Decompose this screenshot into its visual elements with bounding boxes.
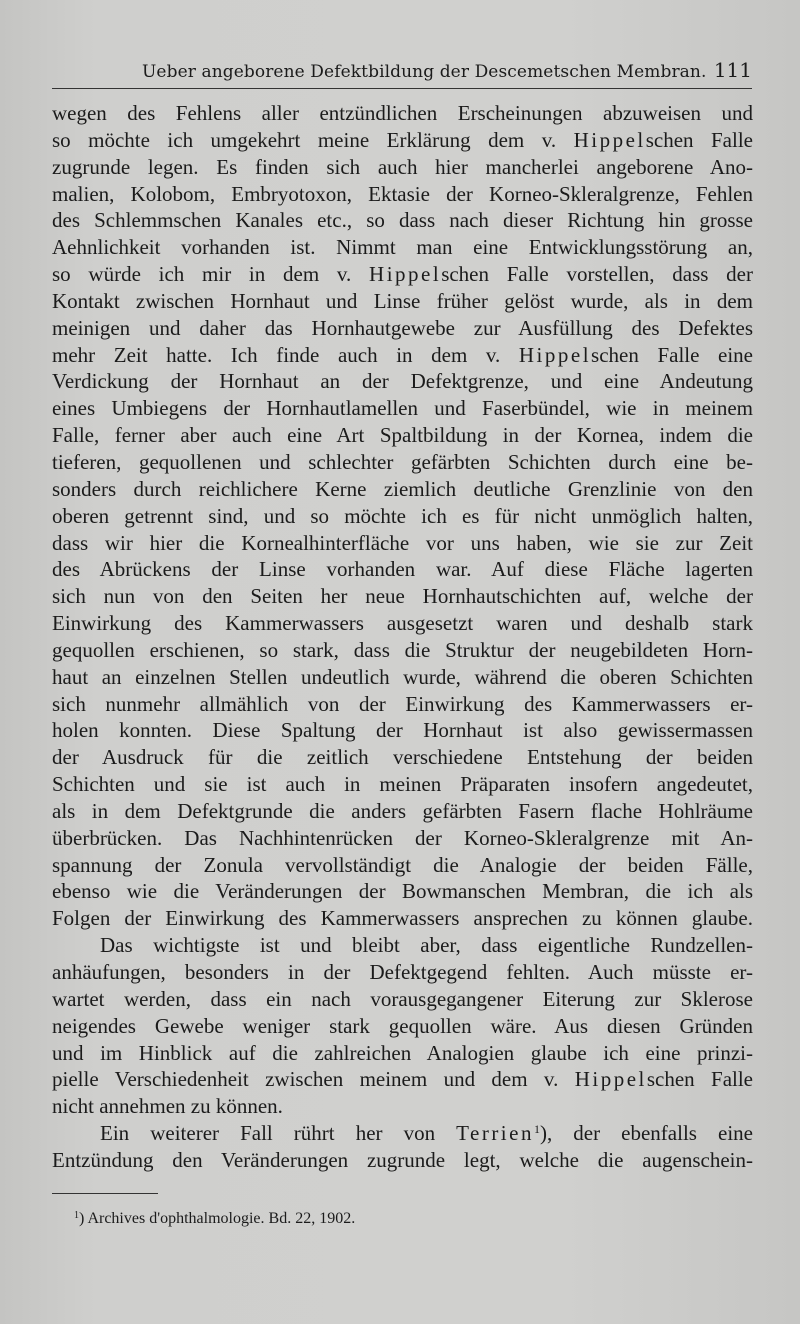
text-line: oberen getrennt sind, und so möchte ich es für nicht unmöglich halten, xyxy=(52,503,753,528)
text-line: und im Hinblick auf die zahlreichen Analogien glaube ich eine prinzi- xyxy=(52,1040,753,1065)
text-line: neigendes Gewebe weniger stark gequollen wäre. Aus diesen Gründen xyxy=(52,1013,753,1038)
running-title: Ueber angeborene Defektbildung der Descemetschen Membran. xyxy=(142,62,707,82)
text-line: mehr Zeit hatte. Ich finde auch in dem v. Hippelschen Falle eine xyxy=(52,342,754,367)
text-line: pielle Verschiedenheit zwischen meinem und dem v. Hippelschen Falle xyxy=(52,1067,754,1092)
text-line: zugrunde legen. Es finden sich auch hier mancherlei angeborene Ano- xyxy=(52,154,753,179)
spaced-name: Hippel xyxy=(369,262,442,287)
footnote-ref: 1 xyxy=(533,1122,540,1137)
text-line: der Ausdruck für die zeitlich verschiedene Entstehung der beiden xyxy=(52,745,753,770)
text-line: des Abrückens der Linse vorhanden war. Auf diese Fläche lagerten xyxy=(52,557,753,582)
body-text xyxy=(52,100,753,1174)
text-line: überbrücken. Das Nachhintenrücken der Korneo-Skleralgrenze mit An- xyxy=(52,825,753,850)
text-line: Aehnlichkeit vorhanden ist. Nimmt man eine Entwicklungsstörung an, xyxy=(52,235,753,260)
text-line: tieferen, gequollenen und schlechter gefärbten Schichten durch eine be- xyxy=(52,449,753,474)
footnote-marker: 1 xyxy=(74,1210,79,1221)
text-line: so möchte ich umgekehrt meine Erklärung dem v. Hippelschen Falle xyxy=(52,127,753,152)
text-line: eines Umbiegens der Hornhautlamellen und Faserbündel, wie in meinem xyxy=(52,396,753,421)
text-line: wegen des Fehlens aller entzündlichen Erscheinungen abzuweisen und xyxy=(52,101,753,125)
text-line: holen konnten. Diese Spaltung der Hornhaut ist also gewissermassen xyxy=(52,718,753,743)
text-line: Falle, ferner aber auch eine Art Spaltbildung in der Kornea, indem die xyxy=(52,423,753,448)
text-line: meinigen und daher das Hornhautgewebe zur Ausfüllung des Defektes xyxy=(52,315,753,340)
text-line: anhäufungen, besonders in der Defektgegend fehlten. Auch müsste er- xyxy=(52,960,753,984)
running-header xyxy=(52,58,752,89)
text-line: gequollen erschienen, so stark, dass die Struktur der neugebildeten Horn- xyxy=(52,637,753,662)
spaced-name: Hippel xyxy=(574,1067,647,1092)
text-line: Das wichtigste ist und bleibt aber, dass eigentliche Rundzellen- xyxy=(100,933,753,958)
footnote xyxy=(74,1210,355,1228)
spaced-name: Hippel xyxy=(518,342,592,367)
footnote-divider xyxy=(52,1193,158,1194)
text-line: des Schlemmschen Kanales etc., so dass nach dieser Richtung hin grosse xyxy=(52,208,753,233)
text-line: Kontakt zwischen Hornhaut und Linse früher gelöst wurde, als in dem xyxy=(52,288,753,313)
text-line: sich nun von den Seiten her neue Hornhautschichten auf, welche der xyxy=(52,584,753,609)
text-line: ebenso wie die Veränderungen der Bowmanschen Membran, die ich als xyxy=(52,879,753,904)
text-line: Ein weiterer Fall rührt her von Terrien$^1$), der ebenfalls eine xyxy=(100,1121,753,1146)
text-line: nicht annehmen zu können. xyxy=(52,1094,283,1119)
text-line: so würde ich mir in dem v. Hippelschen Falle vorstellen, dass der xyxy=(52,262,753,287)
text-line: spannung der Zonula vervollständigt die Analogie der beiden Fälle, xyxy=(52,852,753,877)
text-line: Folgen der Einwirkung des Kammerwassers ansprechen zu können glaube. xyxy=(52,906,753,931)
page-number: 111 xyxy=(713,58,752,82)
footnote-text: ) Archives d'ophthalmologie. Bd. 22, 1902. xyxy=(79,1210,356,1227)
text-line: sonders durch reichlichere Kerne ziemlich deutliche Grenzlinie von den xyxy=(52,476,753,501)
text-line: Entzündung den Veränderungen zugrunde legt, welche die augenschein- xyxy=(52,1147,753,1172)
text-line: Einwirkung des Kammerwassers ausgesetzt waren und deshalb stark xyxy=(52,611,753,636)
text-line: Schichten und sie ist auch in meinen Präparaten insofern angedeutet, xyxy=(52,772,753,797)
text-line: wartet werden, dass ein nach vorausgegangener Eiterung zur Sklerose xyxy=(52,986,753,1011)
text-line: malien, Kolobom, Embryotoxon, Ektasie der Korneo-Skleralgrenze, Fehlen xyxy=(52,181,753,206)
spaced-name: Hippel xyxy=(573,127,646,152)
text-line: sich nunmehr allmählich von der Einwirkung des Kammerwassers er- xyxy=(52,691,753,716)
spaced-name: Terrien xyxy=(456,1121,534,1146)
text-line: als in dem Defektgrunde die anders gefärbten Fasern flache Hohlräume xyxy=(52,798,753,823)
text-line: haut an einzelnen Stellen undeutlich wurde, während die oberen Schichten xyxy=(52,664,753,689)
text-line: Verdickung der Hornhaut an der Defektgrenze, und eine Andeutung xyxy=(52,369,753,394)
text-line: dass wir hier die Kornealhinterfläche vor uns haben, wie sie zur Zeit xyxy=(52,530,753,555)
